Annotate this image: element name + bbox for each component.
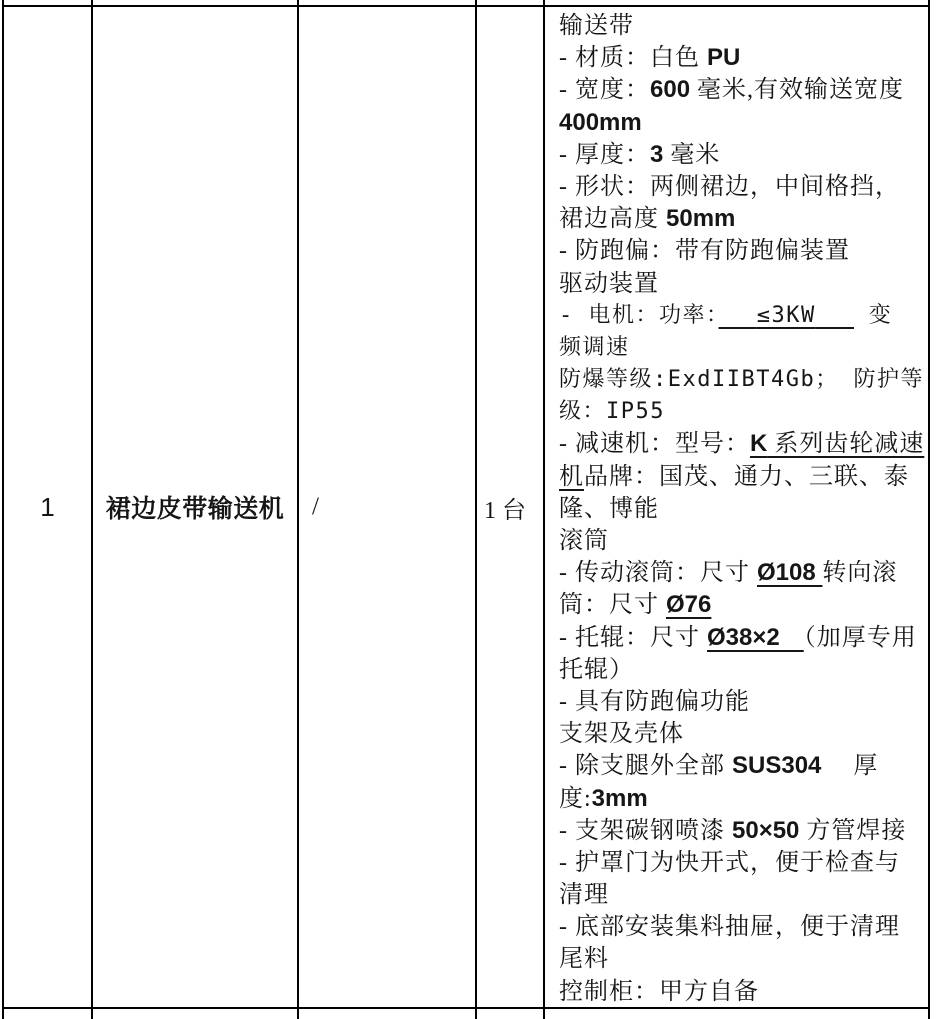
spec-text-segment: K [750, 430, 768, 458]
spec-text-segment: Ø38×2 [707, 623, 804, 651]
spec-text-segment: 输送带 [559, 13, 634, 39]
cell-model: / [312, 493, 319, 520]
spec-text-segment: - 具有防跑偏功能 [559, 688, 750, 715]
spec-text-segment: - 减速机：型号： [559, 431, 750, 458]
spec-text-segment: 筒：尺寸 [559, 592, 666, 619]
spec-line [559, 171, 935, 203]
spec-line [559, 911, 935, 943]
spec-line [559, 203, 935, 235]
spec-text-segment: 滚筒 [559, 528, 609, 554]
spec-line [559, 10, 935, 42]
spec-line [559, 943, 935, 975]
spec-text-segment: PU [707, 44, 741, 72]
cell-specification [545, 7, 935, 1007]
spec-text-segment: 变 [853, 302, 893, 328]
spec-text-segment: - 传动滚筒：尺寸 [559, 560, 757, 587]
spec-text-segment: 毫米,有效输送宽度 [690, 77, 905, 104]
spec-line [559, 718, 935, 750]
spec-text-segment: 支架及壳体 [559, 721, 684, 748]
spec-line [559, 654, 935, 686]
spec-line [559, 847, 935, 879]
spec-text-segment: 隆、博能 [559, 495, 659, 522]
spec-text-segment: - 支架碳钢喷漆 [559, 817, 732, 844]
spec-text-segment: 50mm [666, 205, 736, 233]
spec-text-segment: （加厚专用 [803, 624, 917, 651]
spec-line [559, 879, 935, 911]
spec-text-segment: - 厚度： [559, 141, 650, 168]
spec-line [559, 525, 935, 557]
spec-line [559, 686, 935, 718]
spec-text-segment: 驱动装置 [559, 270, 659, 297]
spec-line [559, 107, 935, 139]
spec-line [559, 428, 935, 460]
spec-text-segment: Ø108 [757, 559, 823, 587]
spec-text-segment: 系列齿轮减速 [767, 431, 925, 458]
spec-text-segment: 防爆等级:ExdIIBT4Gb； 防护等 [559, 367, 924, 393]
spec-text-segment: 转向滚 [822, 560, 898, 587]
spec-line [559, 976, 935, 1008]
spec-line [559, 750, 935, 782]
spec-text-segment: 度: [559, 785, 592, 812]
spec-text-segment [719, 303, 757, 328]
spec-line [559, 557, 935, 589]
spec-line [559, 332, 935, 364]
spec-line [559, 139, 935, 171]
spec-text-segment: Ø76 [666, 591, 712, 619]
spec-text-segment [816, 303, 854, 328]
spec-line [559, 589, 935, 621]
spec-text-segment: - 防跑偏：带有防跑偏装置 [559, 238, 850, 265]
spec-text-segment: - 材质：白色 [559, 45, 707, 72]
spec-text-segment: - 除支腿外全部 [559, 753, 732, 780]
spec-text-segment: 600 [650, 76, 691, 104]
cell-equipment-name: 裙边皮带输送机 [105, 496, 285, 523]
spec-line [559, 783, 935, 815]
spec-text-segment: - 宽度： [559, 77, 650, 104]
spec-line [559, 74, 935, 106]
spec-text-segment: 清理 [559, 882, 609, 909]
spec-text-segment: ≤3KW [756, 302, 816, 328]
spec-text-segment: 毫米 [663, 141, 721, 168]
spec-line [559, 364, 935, 396]
cell-quantity: 1 台 [484, 497, 526, 524]
spec-line [559, 268, 935, 300]
spec-text-segment: 3 [650, 140, 664, 168]
spec-line [559, 493, 935, 525]
spec-text-segment: SUS304 [732, 752, 822, 780]
spec-text-segment: 裙边高度 [559, 206, 666, 233]
spec-line [559, 396, 935, 428]
spec-text-segment: 3mm [591, 784, 648, 812]
spec-text-segment: 方管焊接 [799, 817, 907, 844]
spec-text-segment: - 托辊：尺寸 [559, 624, 707, 651]
spec-text-segment: 频调速 [559, 334, 630, 360]
spec-text-segment: 品牌：国茂、通力、三联、泰 [584, 463, 909, 490]
spec-text-segment: 尾料 [559, 946, 609, 973]
spec-line [559, 300, 935, 332]
spec-line [559, 42, 935, 74]
spec-text-segment: 机 [559, 463, 584, 490]
spec-line [559, 235, 935, 267]
spec-text-segment: 托辊） [559, 656, 634, 683]
spec-text-segment: 400mm [559, 108, 642, 136]
spec-text-segment: 级：IP55 [559, 399, 665, 425]
spec-line [559, 622, 935, 654]
cell-sequence-number: 1 [40, 491, 55, 522]
spec-text-segment: - 护罩门为快开式，便于检查与 [559, 849, 900, 876]
spec-line [559, 815, 935, 847]
spec-text-segment: 50×50 [732, 816, 800, 844]
spec-line [559, 461, 935, 493]
spec-text-segment: 厚 [821, 753, 879, 780]
spec-text-segment: - 形状：两侧裙边，中间格挡， [559, 173, 900, 200]
spec-text-segment: 控制柜：甲方自备 [559, 978, 759, 1005]
spec-text-segment: - 电机：功率： [559, 302, 719, 328]
spec-text-segment: - 底部安装集料抽屉，便于清理 [559, 914, 900, 941]
